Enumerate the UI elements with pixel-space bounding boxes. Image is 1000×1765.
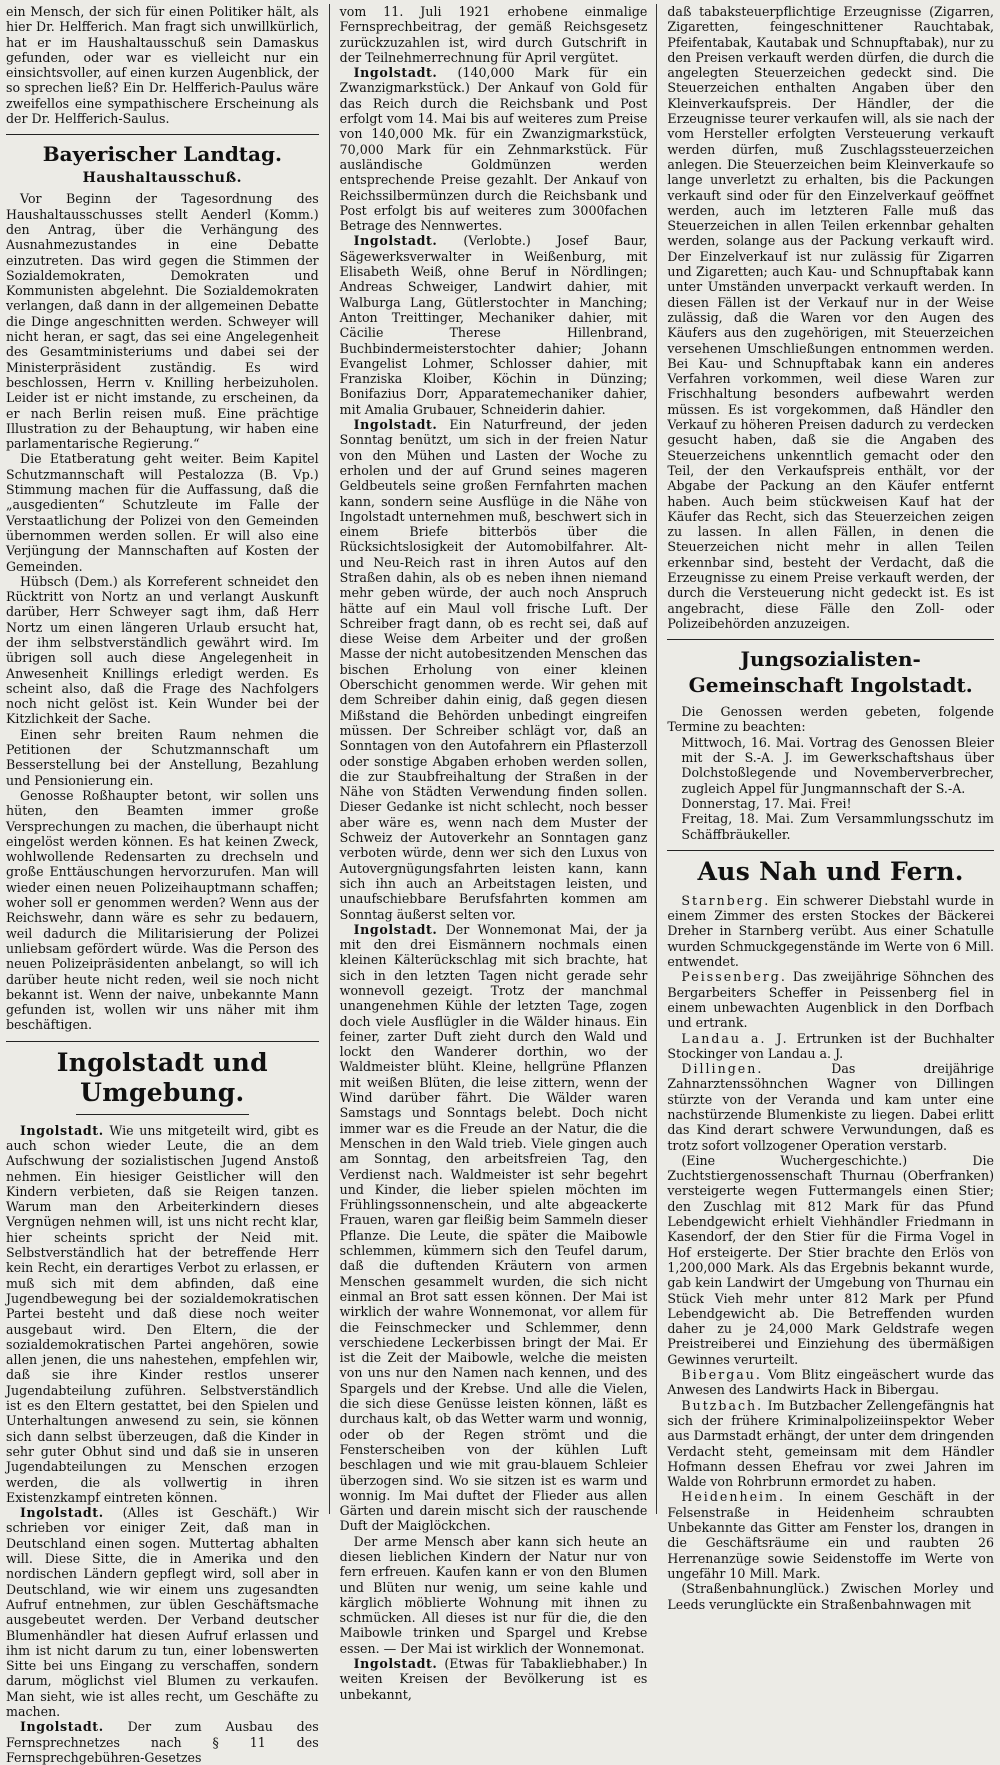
news-item [667,1031,994,1062]
heading-bayerischer-landtag: Bayerischer Landtag. [42,142,282,167]
news-text: In einem Geschäft in der Felsenstraße in Heidenheim schraubten Unbekannte das Gitter am Fenster los, drangen in die Geschäftsräume ein und raubten 26 Herrenanzüge sowie Seidenstoffe im Werte von ungefähr 10 Mill. Mark. [667,1489,994,1581]
place-lead: Ingolstadt. [20,1122,104,1138]
article-paragraph: vom 11. Juli 1921 erhobene einmalige Fernsprechbeitrag, der gemäß Reichsgesetz zurückzuzahlen ist, wird durch Gutschrift in der Teilnehmerrechnung für April vergütet. [339,4,648,65]
news-item [667,893,994,969]
place-lead: Ingolstadt. [353,417,438,433]
intro-paragraph: ein Mensch, der sich für einen Politiker hält, als hier Dr. Helfferich. Man fragt sich unwillkürlich, hat er im Haushaltausschuß sein Damaskus gefunden, oder war es vielleicht nur ein einsichtsvoller, auf einen kurzen Augenblick, der so sprechen ließ? Ein Dr. Helfferich-Paulus wäre zweifellos eine sympathischere Erscheinung als der Dr. Helfferich-Saulus. [6,4,319,127]
news-text: Wie uns mitgeteilt wird, gibt es auch schon wieder Leute, die an dem Aufschwung der sozialistischen Jugend Anstoß nehmen. Ein hiesiger Geistlicher will den Kindern verbieten, daß sie Reigen tanzen. Warum man den Arbeiterkindern dieses Vergnügen nehmen will, ist uns nicht recht klar, hier scheints spricht der Neid mit. Selbstverständlich hat der betreffende Herr kein Recht, ein derartiges Verbot zu erlassen, er muß sich mit dem abfinden, daß eine Jugendbewegung bei der sozialdemokratischen Partei besteht und daß diese noch weiter ausgebaut wird. Den Eltern, die der sozialdemokratischen Partei angehören, sowie allen jenen, die uns nahestehen, empfehlen wir, daß sie ihre Kinder restlos unserer Jugendabteilung zuführen. Selbstverständlich ist es den Eltern gestattet, bei den Spielen und Unterhaltungen anwesend zu sein, sie können sich dann selbst überzeugen, daß die Kinder in sehr guter Obhut sind und daß sie in unseren Jugendabteilungen zu Menschen erzogen werden, die als vollwertig in ihren Existenzkampf eintreten können. [6,1122,319,1505]
heading-ingolstadt-und-umgebung: Ingolstadt und Umgebung. [56,1047,268,1107]
place-lead: Dillingen. [681,1061,764,1077]
article-paragraph: Der arme Mensch aber kann sich heute an diesen lieblichen Kindern der Natur nur von fern erfreuen. Kaufen kann er von den Blumen und Blüten nur wenig, um seine kahle und kärglich möblierte Wohnung mit ihnen zu schmücken. All dieses ist nur für die, die den Maibowle trinken und Spargel und Krebse essen. — Der Mai ist wirklich der Wonnemonat. [339,1533,648,1656]
news-item [340,1656,648,1702]
article-paragraph: Genosse Roßhaupter betont, wir sollen uns hüten, den Beamten immer große Versprechungen zu machen, die überhaupt nicht eingelöst werden können. Es hat keinen Zweck, wohlwollende Redensarten zu drechseln und große Enttäuschungen hervorzurufen. Man will wieder einen neuen Polizeihauptmann schaffen; woher soll er genommen werden? Wenn aus der Reichswehr, dann wäre es sehr zu bedauern, weil dadurch die Militarisierung der Polizei unliebsam gefördert würde. Was die Person des neuen Polizeipräsidenten anbelangt, so will ich darüber heute nicht reden, weil sie noch nicht bekannt ist. Wenn der naive, unbekannte Mann gefunden ist, wollen wir uns näher mit ihm beschäftigen. [6,787,319,1033]
place-lead: Ingolstadt. [353,65,438,81]
place-lead: Butzbach. [681,1397,764,1413]
place-lead: Ingolstadt. [353,921,438,937]
news-item [667,1489,994,1581]
news-item [6,1505,319,1719]
article-paragraph: daß tabaksteuerpflichtige Erzeugnisse (Zigarren, Zigaretten, feingeschnittener Rauchtabak, Pfeifentabak, Kautabak und Schnupftabak), nur zu den Preisen verkauft werden dürfen, die durch die angelegten Steuerzeichen gedeckt sind. Die Steuerzeichen enthalten Angaben über den Kleinverkaufspreis. Der Händler, der die Erzeugnisse teurer verkaufen will, als sie nach der vom Hersteller erfolgten Versteuerung verkauft werden dürfen, muß Zuschlagssteuerzeichen anlegen. Die Steuerzeichen beim Kleinverkaufe so lange unverletzt zu erhalten, bis die Packungen verkauft sind oder für den Einzelverkauf geöffnet werden, auch im letzteren Falle muß das Steuerzeichen in allen Teilen erkennbar gehalten werden, solange aus der Packung verkauft wird. Der Einzelverkauf ist nur zulässig für Zigarren und Zigaretten; auch Kau- und Schnupftabak kann unter Umständen unverpackt verkauft werden. In diesen Fällen ist der Verkauf nur in der Weise zulässig, daß die Waren vor den Augen des Käufers aus den zugehörigen, mit Steuerzeichen versehenen Umschließungen entnommen werden. Bei Kau- und Schnupftabak kann ein anderes Verfahren vorkommen, weil diese Waren zur Frischhaltung besonders aufbewahrt werden müssen. Es ist vorgekommen, daß Händler den Verkauf zu höheren Preisen dadurch zu verdecken gesucht haben, daß sie die Angaben des Steuerzeichens unkenntlich gemacht oder den Teil, der den Verkaufspreis enthält, vor der Abgabe der Packung an den Käufer entfernt haben. Auch beim stückweisen Kauf hat der Käufer das Recht, sich das Steuerzeichen zeigen zu lassen. In allen Fällen, in denen die Steuerzeichen nicht mehr in allen Teilen erkennbar sind, besteht der Verdacht, daß die Erzeugnisse zu einem Preise verkauft werden, der durch die Versteuerung nicht gedeckt ist. Es ist angebracht, diese Fälle den Zoll- oder Polizeibehörden anzuzeigen. [667,4,994,631]
news-text: Ein schwerer Diebstahl wurde in einem Zimmer des ersten Stockes der Bäckerei Dreher in Starnberg verübt. Aus einer Schatulle wurden Schmuckgegenstände im Werte von 6 Mill. entwendet. [667,892,994,970]
news-text: Der Wonnemonat Mai, der ja mit den drei Eismännern nochmals einen kleinen Kälterückschlag mit sich brachte, hat sich in den letzten Tagen nicht gerade sehr wonnevoll gezeigt. Trotz der manchmal unangenehmen Kühle der letzten Tage, zogen doch viele Ausflügler in die Wälder hinaus. Ein feiner, zarter Duft zieht durch den Wald und lockt den Wanderer dorthin, wo der Waldmeister blüht. Kleine, hellgrüne Pflanzen mit weißen Blüten, die leise zittern, wenn der Wind darüber fährt. Die Wälder waren Samstags und Sonntags belebt. Doch nicht immer war es die Freude an der Natur, die die Menschen in den Wald trieb. Viele gingen auch am Sonntag, den arbeitsfreien Tag, den Verdienst nach. Waldmeister ist sehr begehrt und Kinder, die lieber spielen möchten im Frühlingssonnenschein, und alte abgeackerte Frauen, waren gar fleißig beim Sammeln dieser Pflanze. Die Leute, die später die Maibowle schlemmen, kümmern sich den Teufel darum, daß die duftenden Kräutern von armen Menschen gesammelt wurden, die sich nicht einmal an Brot satt essen können. Der Mai ist wirklich der wahre Wonnemonat, vor allem für die Feinschmecker und Schlemmer, denn verschiedene Leckerbissen bringt der Mai. Er ist die Zeit der Maibowle, welche die meisten von uns nur den Namen nach kennen, und des Spargels und der Krebse. Und alle die Vielen, die sich diese Genüsse leisten können, läßt es durchaus kalt, ob das Wetter warm und wonnig, oder ob der Regen strömt und die Fensterscheiben von der kühlen Luft beschlagen und wie mit grau-blauem Schleier überzogen sind. Wo sie sitzen ist es warm und wonnig. Im Mai duftet der Flieder aus allen Gärten und darein mischt sich der rauschende Duft der Maiglöckchen. [339,921,648,1534]
news-item [340,233,648,417]
news-text: Das dreijährige Zahnarztenssöhnchen Wagner von Dillingen stürzte von der Veranda und kam unter eine nachstürzende Blumenkiste zu liegen. Dabei erlitt das Kind derart schwere Verwundungen, daß es trotz sofort vollzogener Operation verstarb. [667,1061,994,1153]
place-lead: Bibergau. [681,1367,762,1383]
event-item: Mittwoch, 16. Mai. Vortrag des Genossen Bleier mit der S.-A. J. im Gewerkschaftshaus über Dolchstoßlegende und Novemberverbrecher, zugleich Appel für Jungmannschaft der S.-A. [681,734,994,796]
event-item: Freitag, 18. Mai. Zum Versammlungsschutz im Schäffbräukeller. [681,811,994,842]
article-paragraph: Hübsch (Dem.) als Korreferent schneidet den Rücktritt von Nortz an und verlangt Auskunft darüber, Herr Schweyer sagt ihm, daß Herr Nortz um einen längeren Urlaub ersucht hat, der ihm selbstverständlich gewährt wird. Im übrigen soll auch diese Angelegenheit in Anwesenheit Knillings erledigt werden. Es scheint also, daß die Frage des Nachfolgers noch nicht gelöst ist. Kein Wunder bei der Kitzlichkeit der Sache. [6,573,319,727]
column-left [4,4,329,1765]
news-item [340,417,648,922]
divider [667,639,994,640]
news-item [6,1123,319,1505]
event-item: Donnerstag, 17. Mai. Frei! [681,795,852,811]
event-list [667,735,994,842]
news-item [340,65,648,233]
column-middle [330,4,657,1702]
place-lead: Starnberg. [681,892,771,908]
news-item [340,922,648,1534]
news-text: Ein Naturfreund, der jeden Sonntag benützt, um sich in der freien Natur von den Mühen und Lasten der Woche zu erholen und der auf Grund seines mageren Geldbeutels seine großen Fernfahrten machen kann, sondern seine Ausflüge in die Nähe von Ingolstadt unternehmen muß, beschwert sich in einem Briefe bitterbös über die Rücksichtslosigkeit der Automobilfahrer. Alt- und Neu-Reich rast in ihren Autos auf den Straßen dahin, als ob es neben ihnen niemand mehr geben würde, der auch noch Anspruch hätte auf ein Maul voll frische Luft. Der Schreiber fragt dann, ob es recht sei, daß auf diese Weise dem Arbeiter und der großen Masse der nicht autobesitzenden Menschen das bischen Erholung von einer kleinen Oberschicht genommen werde. Wir gehen mit dem Schreiber dahin einig, daß gegen diesen Mißstand die Behörden unbedingt eingreifen müssen. Der Schreiber schlägt vor, daß an Sonntagen von den Autofahrern ein Pflasterzoll oder sonstige Abgaben erhoben werden sollen, die zur Staubfreihaltung der Straßen in der Nähe von Städten Verwendung finden sollen. Dieser Gedanke ist nicht schlecht, noch besser aber wäre es, wenn nach dem Muster der Schweiz der Autoverkehr an Sonntagen ganz verboten würde, denn wer sich den Luxus von Autovergnügungsfahrten leisten kann, kann sich ihn auch an Arbeitstagen leisten, und unaufschiebbare Berufsfahrten kommen am Sonntag äußerst selten vor. [339,417,648,922]
news-text: (Etwas für Tabakliebhaber.) In weiten Kreisen der Bevölkerung ist es unbekannt, [339,1656,648,1702]
news-item [6,1719,319,1765]
announcement-intro: Die Genossen werden gebeten, folgende Termine zu beachten: [667,704,994,735]
news-text: Ertrunken ist der Buchhalter Stockinger von Landau a. J. [667,1030,994,1061]
place-lead: Ingolstadt. [353,233,438,249]
news-item: (Straßenbahnunglück.) Zwischen Morley und Leeds verunglückte ein Straßenbahnwagen mit [667,1581,994,1612]
heading-jungsozialisten: Jungsozialisten-Gemeinschaft Ingolstadt. [688,647,973,698]
news-text: Der zum Ausbau des Fernsprechnetzes nach § 11 des Fernsprechgebühren-Gesetzes [6,1719,319,1765]
news-text: (140,000 Mark für ein Zwanzigmarkstück.) Der Ankauf von Gold für das Reich durch die Reichsbank und Post erfolgt vom 14. Mai bis auf weiteres zum Preise von 140,000 Mk. für ein Zwanzigmarkstück, 70,000 Mark für ein Zehnmarkstück. Für ausländische Goldmünzen werden entsprechende Preise gezahlt. Der Ankauf von Reichssilbermünzen durch die Reichsbank und Post erfolgt bis auf weiteres zum 3000fachen Betrage des Nennwertes. [339,65,648,234]
article-paragraph: Die Etatberatung geht weiter. Beim Kapitel Schutzmannschaft will Pestalozza (B. Vp.) Stimmung machen für die Auffassung, daß die „ausgedienten“ Schutzleute im Falle der Verstaatlichung der Polizei von den Gemeinden übernommen werden sollen. Er will also eine Verjüngung der Mannschaften auf Kosten der Gemeinden. [6,451,319,574]
news-text: (Verlobte.) Josef Baur, Sägewerksverwalter in Weißenburg, mit Elisabeth Weiß, ohne Beruf in Nördlingen; Andreas Schweiger, Landwirt dahier, mit Walburga Lang, Gütlerstochter in Manching; Anton Treittinger, Mechaniker dahier, mit Cäcilie Therese Hillenbrand, Buchbindermeisterstochter dahier; Johann Evangelist Lohmer, Schlosser dahier, mit Franziska Kloiber, Köchin in Dünzing; Bonifazius Dorr, Apparatemechaniker dahier, mit Amalia Grubauer, Schneiderin dahier. [339,233,648,417]
news-item [667,1367,994,1398]
divider [6,1041,319,1042]
place-lead: Ingolstadt. [20,1505,104,1521]
article-paragraph: Vor Beginn der Tagesordnung des Haushaltausschusses stellt Aenderl (Komm.) den Antrag, über die Verhängung des Ausnahmezustandes in eine Debatte einzutreten. Das wird gegen die Stimmen der Sozialdemokraten, Demokraten und Kommunisten abgelehnt. Die Sozialdemokraten verlangen, daß dann in der allgemeinen Debatte die Dinge angeschnitten werden. Schweyer will nicht heran, er sagt, das sei eine Angelegenheit des Gesamtministeriums und dabei sei der Ministerpräsident zuständig. Es wird beschlossen, Herrn v. Knilling herbeizuholen. Leider ist er nicht imstande, zu erscheinen, da er nach Berlin reisen muß. Eine prächtige Illustration zu der Behauptung, wir haben eine parlamentarische Regierung.“ [6,191,319,452]
news-item: (Eine Wuchergeschichte.) Die Zuchtstiergenossenschaft Thurnau (Oberfranken) versteigerte wegen Futtermangels einen Stier; den Zuschlag mit 812 Mark für das Pfund Lebendgewicht erhielt Viehhändler Friedmann in Kasendorf, der den Stier für die Firma Vogel in Hof ersteigerte. Der Stier brachte den Erlös von 1,200,000 Mark. Als das Ergebnis bekannt wurde, gab kein Landwirt der Umgebung von Thurnau ein Stück Vieh mehr unter 812 Mark per Pfund Lebendgewicht ab. Die Betreffenden wurden daher zu je 24,000 Mark Geldstrafe wegen Preistreiberei und Einziehung des übermäßigen Gewinnes verurteilt. [667,1152,994,1367]
news-text: Vom Blitz eingeäschert wurde das Anwesen des Landwirts Hack in Bibergau. [667,1367,994,1398]
news-item [667,1398,994,1490]
place-lead: Heidenheim. [681,1489,786,1505]
divider [667,850,994,851]
column-right [657,4,998,1612]
news-text: Das zweijährige Söhnchen des Bergarbeiters Scheffer in Peissenberg fiel in einem unbewachten Augenblick in den Dorfbach und ertrank. [667,969,994,1031]
place-lead: Peissenberg. [681,969,787,985]
place-lead: Ingolstadt. [353,1656,438,1672]
subheading-haushaltausschuss: Haushaltausschuß. [82,170,242,187]
news-text: Im Butzbacher Zellengefängnis hat sich der frühere Kriminalpolizeiinspektor Weber aus Darmstadt erhängt, der unter dem dringenden Verdacht steht, gemeinsam mit dem Händler Hofmann dessen Ehefrau vor zwei Jahren im Walde von Rohrbrunn ermordet zu haben. [667,1397,994,1490]
news-item [667,969,994,1030]
place-lead: Ingolstadt. [20,1719,104,1735]
divider [6,134,319,135]
heading-aus-nah-und-fern: Aus Nah und Fern. [697,856,964,886]
article-paragraph: Einen sehr breiten Raum nehmen die Petitionen der Schutzmannschaft um Besserstellung bei der Anstellung, Bezahlung und Pensionierung ein. [6,726,319,788]
place-lead: Landau a. J. [681,1030,789,1046]
news-item [667,1061,994,1153]
news-text: (Alles ist Geschäft.) Wir schrieben vor einiger Zeit, daß man in Deutschland einen sogen. Muttertag abhalten will. Diese Sitte, die in Amerika und den nordischen Ländern gepflegt wird, soll aber in Deutschland, wie wir einem uns zugesandten Aufruf entnehmen, zur üblen Geschäftsmache ausgebeutet werden. Der Verband deutscher Blumenhändler hat diesen Aufruf erlassen und ihm ist nicht darum zu tun, einer lobenswerten Sitte bei uns Eingang zu verschaffen, sondern darum, möglichst viel Blumen zu verkaufen. Man sieht, wie ist alles recht, um Geschäfte zu machen. [6,1505,319,1719]
divider-short [76,1114,249,1115]
